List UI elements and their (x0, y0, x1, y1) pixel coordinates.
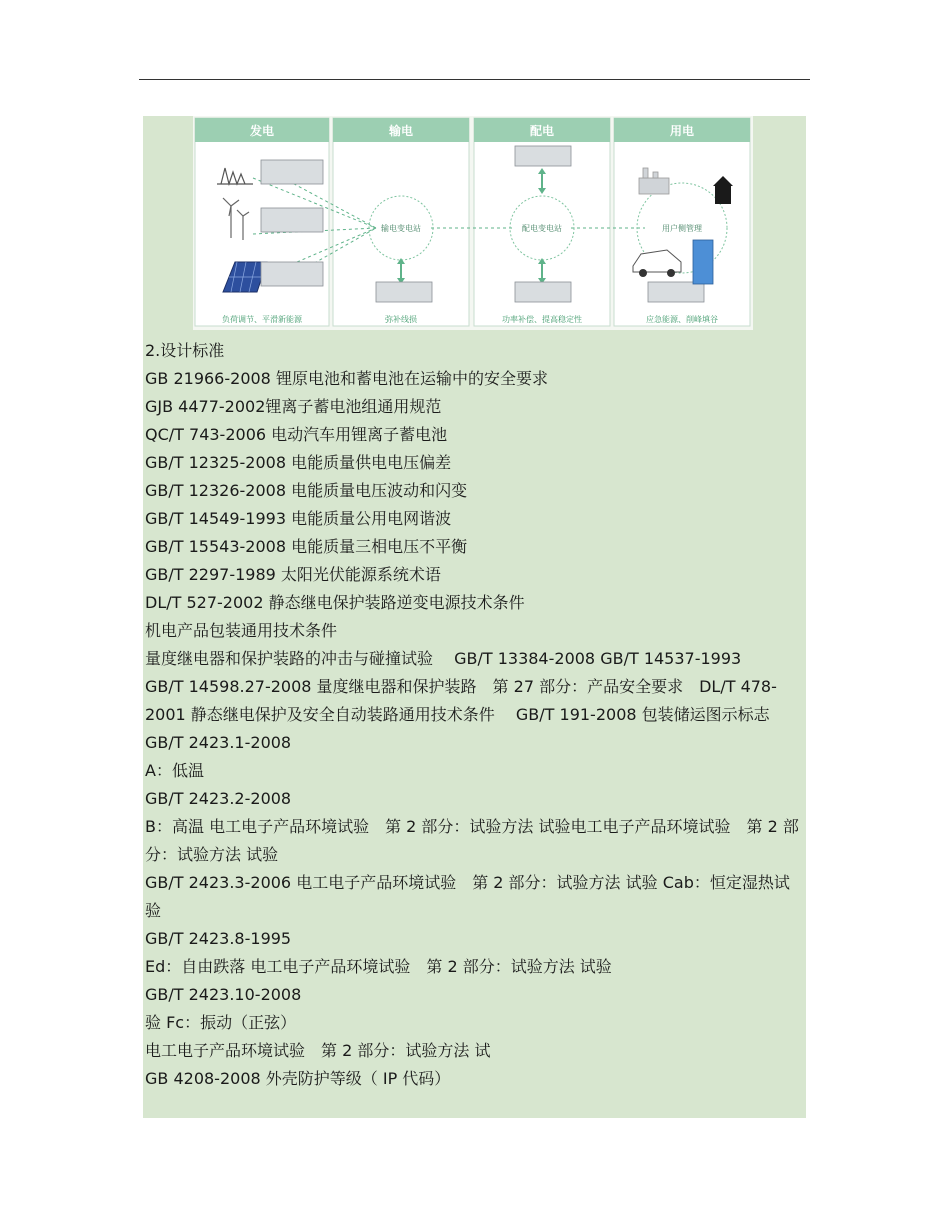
transmission-substation-label: 输电变电站 (381, 224, 421, 233)
header-rule (139, 79, 810, 80)
standard-line: 量度继电器和保护装路的冲击与碰撞试验 GB/T 13384-2008 GB/T 14537-1993 (145, 649, 742, 668)
power-grid-storage-diagram (193, 116, 753, 330)
standard-line: GB/T 15543-2008 电能质量三相电压不平衡 (145, 537, 468, 556)
header-generation: 发电 (249, 124, 275, 138)
storage-rack-consumption (648, 282, 704, 302)
diagram-svg (193, 116, 753, 330)
office-building-icon (693, 240, 713, 284)
standard-line: GB/T 14549-1993 电能质量公用电网谐波 (145, 509, 452, 528)
standard-line: 验 Fc：振动（正弦） (145, 1013, 297, 1032)
standard-line: GB/T 12326-2008 电能质量电压波动和闪变 (145, 481, 468, 500)
storage-rack-gen-3 (261, 262, 323, 286)
section-heading: 2.设计标准 (145, 341, 225, 360)
standard-line: Ed：自由跌落 电工电子产品环境试验 第 2 部分：试验方法 试验 (145, 957, 612, 976)
standard-line: DL/T 527-2002 静态继电保护装路逆变电源技术条件 (145, 593, 525, 612)
header-transmission: 输电 (388, 124, 414, 138)
standard-line: GB/T 2423.1-2008 (145, 733, 292, 752)
standard-paragraph: GB/T 14598.27-2008 量度继电器和保护装路 第 27 部分：产品安全要求 DL/T 478-2001 静态继电保护及安全自动装路通用技术条件 GB/T 191-2008 包装储运图示标志 (145, 677, 777, 724)
storage-rack-transmission (376, 282, 432, 302)
standard-line: GB/T 2423.8-1995 (145, 929, 292, 948)
standard-line: 电工电子产品环境试验 第 2 部分：试验方法 试 (145, 1041, 491, 1060)
standards-list (145, 337, 805, 1093)
storage-rack-distribution-top (515, 146, 571, 166)
caption-consumption: 应急能源、削峰填谷 (646, 315, 718, 324)
storage-rack-distribution-bottom (515, 282, 571, 302)
standard-line: GB/T 12325-2008 电能质量供电电压偏差 (145, 453, 452, 472)
standard-line: GB 21966-2008 锂原电池和蓄电池在运输中的安全要求 (145, 369, 548, 388)
caption-distribution: 功率补偿、提高稳定性 (502, 315, 582, 324)
header-distribution: 配电 (529, 124, 555, 138)
distribution-substation-label: 配电变电站 (522, 224, 562, 233)
standard-line: GB/T 2423.2-2008 (145, 789, 292, 808)
caption-transmission: 弥补线损 (385, 315, 417, 324)
standard-line: GB 4208-2008 外壳防护等级（ IP 代码） (145, 1069, 451, 1088)
header-consumption: 用电 (669, 124, 695, 138)
standard-line: GB/T 2297-1989 太阳光伏能源系统术语 (145, 565, 441, 584)
standard-line: A：低温 (145, 761, 204, 780)
caption-generation: 负荷调节、平滑新能源 (222, 315, 302, 324)
standard-line: GB/T 2423.10-2008 (145, 985, 302, 1004)
standard-paragraph: GB/T 2423.3-2006 电工电子产品环境试验 第 2 部分：试验方法 试验 Cab：恒定湿热试验 (145, 873, 790, 920)
user-management-label: 用户侧管理 (662, 224, 702, 233)
standard-line: GJB 4477-2002锂离子蓄电池组通用规范 (145, 397, 442, 416)
standard-line: 机电产品包装通用技术条件 (145, 621, 338, 640)
storage-rack-gen-1 (261, 160, 323, 184)
standard-paragraph: B：高温 电工电子产品环境试验 第 2 部分：试验方法 试验电工电子产品环境试验 第 2 部分：试验方法 试验 (145, 817, 799, 864)
standard-line: QC/T 743-2006 电动汽车用锂离子蓄电池 (145, 425, 448, 444)
storage-rack-gen-2 (261, 208, 323, 232)
